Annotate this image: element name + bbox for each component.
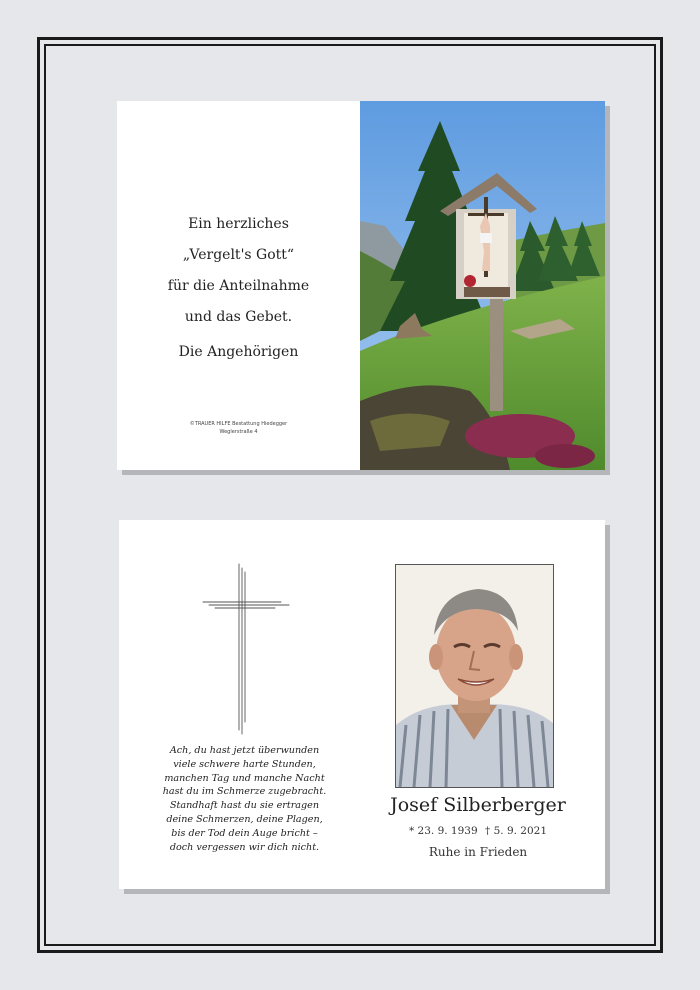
printer-credit: [117, 420, 360, 436]
life-dates: [362, 825, 594, 837]
credit-line-2: Weglerstraße 4: [219, 429, 258, 435]
thanks-line-1: Ein herzliches: [188, 216, 289, 232]
poem: [139, 744, 350, 854]
thanks-line-4: und das Gebet.: [184, 309, 293, 325]
poem-line-6: deine Schmerzen, deine Plagen,: [166, 813, 323, 825]
poem-line-7: bis der Tod dein Auge bricht –: [171, 827, 318, 839]
poem-line-2: viele schwere harte Stunden,: [173, 758, 316, 770]
poem-line-5: Standhaft hast du sie ertragen: [169, 800, 320, 812]
wayside-crucifix-meadow-photo: [360, 101, 605, 470]
thanks-line-3: für die Anteilnahme: [167, 278, 310, 294]
credit-line-1: ©TRAUER HILFE Bestattung Hiedegger: [189, 421, 288, 427]
death-date: † 5. 9. 2021: [485, 825, 548, 837]
poem-line-1: Ach, du hast jetzt überwunden: [169, 745, 320, 756]
poem-line-4: hast du im Schmerze zugebracht.: [162, 786, 327, 798]
line-cross-icon: [199, 562, 294, 737]
birth-date: * 23. 9. 1939: [408, 825, 478, 837]
deceased-name: Josef Silberberger: [390, 794, 566, 816]
farewell-text: Ruhe in Frieden: [428, 845, 528, 859]
portrait-photo: [395, 564, 554, 788]
thanks-text: [117, 209, 360, 368]
poem-line-8: doch vergessen wir dich nicht.: [169, 841, 320, 853]
thank-you-card: [117, 101, 605, 470]
signature: Die Angehörigen: [178, 344, 299, 360]
memorial-card: [119, 520, 605, 889]
thanks-line-2: „Vergelt's Gott“: [182, 247, 295, 263]
poem-line-3: manchen Tag und manche Nacht: [164, 772, 325, 784]
